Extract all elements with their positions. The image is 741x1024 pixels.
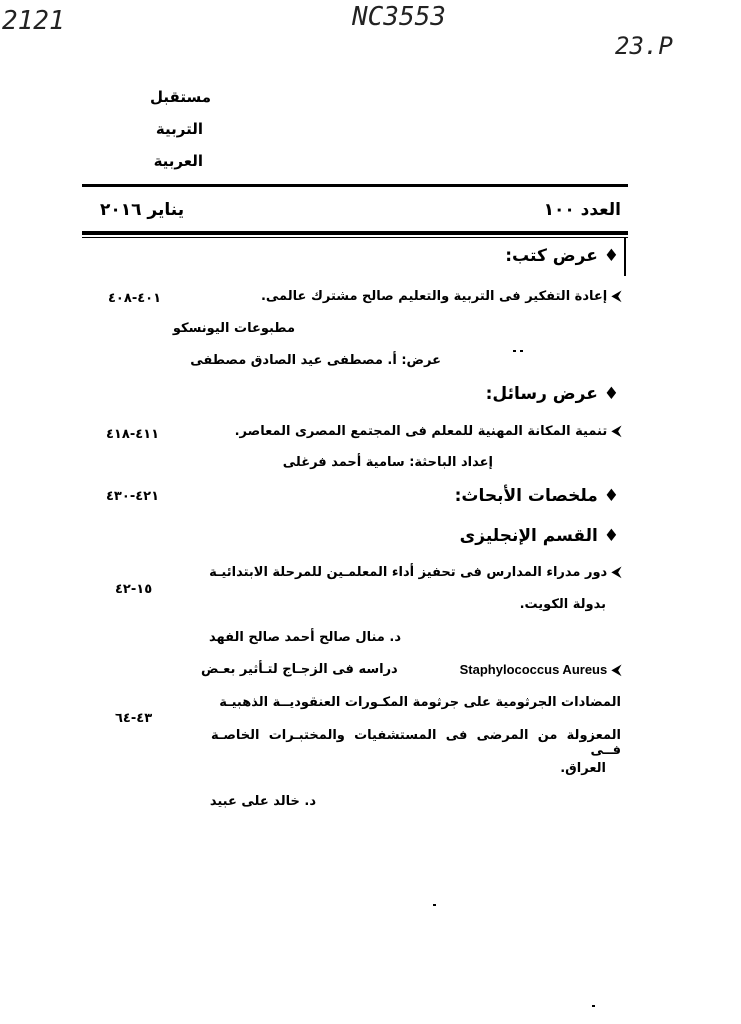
arrow-icon: ⮜	[611, 565, 621, 580]
bullet-icon: ♦	[603, 526, 619, 546]
thesis-review-pages: ٤١١-٤١٨	[106, 427, 160, 442]
header-bottom-rule-thin	[82, 237, 628, 238]
section-heading-label: القسم الإنجليزى	[459, 526, 598, 546]
thesis-review-entry-title: ⮜ تنمية المكانة المهنية للمعلم فى المجتمع المصرى المعاصر.	[234, 424, 621, 439]
section-heading-english	[460, 526, 619, 546]
journal-name-line-3: العربية	[153, 152, 203, 170]
scan-speck	[592, 1005, 595, 1007]
section-heading-label: عرض رسائل:	[485, 384, 598, 404]
section-heading-abstracts	[455, 486, 619, 506]
section-heading-label: عرض كتب:	[505, 246, 598, 266]
english-entry-2-author: د. خالد على عبيد	[209, 794, 316, 809]
english-entry-1-pages: ١٥-٤٢	[115, 582, 153, 597]
vertical-rule	[624, 238, 626, 276]
book-review-reviewer: عرض: أ. مصطفى عيد الصادق مصطفى	[190, 353, 441, 368]
english-entry-1-author: د. منال صالح أحمد صالح الفهد	[209, 630, 401, 645]
scan-speck	[513, 350, 516, 352]
journal-name-line-1: مستقبل	[150, 88, 211, 106]
handwritten-note-right: 23.P	[615, 32, 673, 60]
abstracts-pages: ٤٢١-٤٣٠	[106, 489, 160, 504]
thesis-review-author: إعداد الباحثة: سامية أحمد فرغلى	[282, 455, 493, 470]
english-entry-2-line-2: المضادات الجرثومية على جرثومة المكـورات العنقوديــة الذهبيـة	[219, 695, 621, 710]
arrow-icon: ⮜	[611, 289, 621, 304]
header-bottom-rule-thick	[82, 231, 628, 235]
handwritten-note-left: 2121	[2, 6, 65, 36]
section-heading-book-reviews	[505, 246, 619, 266]
bullet-icon: ♦	[603, 246, 619, 266]
latin-species-name: Staphylococcus Aureus	[459, 662, 608, 677]
scan-speck	[520, 350, 523, 352]
issue-date: يناير ٢٠١٦	[100, 200, 185, 220]
book-review-entry-title: ⮜ إعادة التفكير فى التربية والتعليم صالح مشترك عالمى.	[260, 289, 621, 304]
english-entry-2-pages: ٤٣-٦٤	[115, 711, 153, 726]
bullet-icon: ♦	[603, 384, 619, 404]
section-heading-label: ملخصات الأبحاث:	[454, 486, 598, 506]
bullet-icon: ♦	[603, 486, 619, 506]
section-heading-thesis-reviews	[486, 384, 619, 404]
handwritten-note-center: NC3553	[352, 2, 446, 32]
english-entry-2-line-3: المعزولة من المرضى فى المستشفيات والمختبـرات الخاصـة فــى	[211, 728, 621, 758]
english-entry-1-line-1: ⮜ دور مدراء المدارس فى تحفيز أداء المعلمـين للمرحلة الابتدائيـة	[209, 565, 621, 580]
issue-number: العدد ١٠٠	[543, 200, 621, 220]
english-entry-2-line-4: العراق.	[560, 761, 606, 776]
header-top-rule	[82, 184, 628, 187]
arrow-icon: ⮜	[611, 663, 621, 678]
english-entry-2-line-1: ⮜ Staphylococcus Aureus دراسه فى الزجـاج لتـأثير بعـض	[201, 662, 621, 678]
arrow-icon: ⮜	[611, 424, 621, 439]
english-entry-1-line-2: بدولة الكويت.	[519, 597, 606, 612]
journal-name-line-2: التربية	[155, 120, 203, 138]
scan-speck	[433, 904, 436, 906]
book-review-pages: ٤٠١-٤٠٨	[108, 291, 162, 306]
book-review-publisher: مطبوعات اليونسكو	[172, 321, 295, 336]
